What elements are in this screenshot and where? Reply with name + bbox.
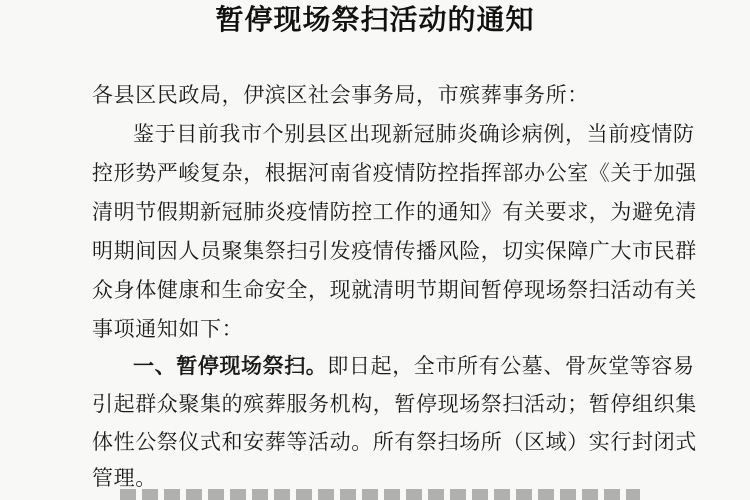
body-line-5: 众身体健康和生命安全，现就清明节期间暂停现场祭扫活动有关 — [92, 278, 697, 302]
cropped-text-line — [120, 489, 640, 500]
section-1-line-4: 管理。 — [92, 466, 157, 490]
section-1-line-3: 体性公祭仪式和安葬等活动。所有祭扫场所（区域）实行封闭式 — [92, 430, 697, 454]
section-1-line-2: 引起群众聚集的殡葬服务机构，暂停现场祭扫活动；暂停组织集 — [92, 392, 697, 416]
document-title: 暂停现场祭扫活动的通知 — [215, 3, 535, 36]
section-1-heading: 一、暂停现场祭扫。 — [133, 353, 328, 378]
body-line-3: 清明节假期新冠肺炎疫情防控工作的通知》有关要求，为避免清 — [92, 200, 697, 224]
body-line-4: 明期间因人员聚集祭扫引发疫情传播风险，切实保障广大市民群 — [92, 239, 697, 263]
section-1-text-1: 即日起，全市所有公墓、骨灰堂等容易 — [327, 354, 695, 378]
section-1-first-line — [133, 350, 695, 380]
body-line-6: 事项通知如下： — [92, 317, 244, 341]
body-line-2: 控形势严峻复杂，根据河南省疫情防控指挥部办公室《关于加强 — [92, 161, 697, 185]
recipients-line: 各县区民政局，伊滨区社会事务局，市殡葬事务所： — [92, 83, 589, 107]
body-line-1: 鉴于目前我市个别县区出现新冠肺炎确诊病例，当前疫情防 — [133, 122, 695, 146]
